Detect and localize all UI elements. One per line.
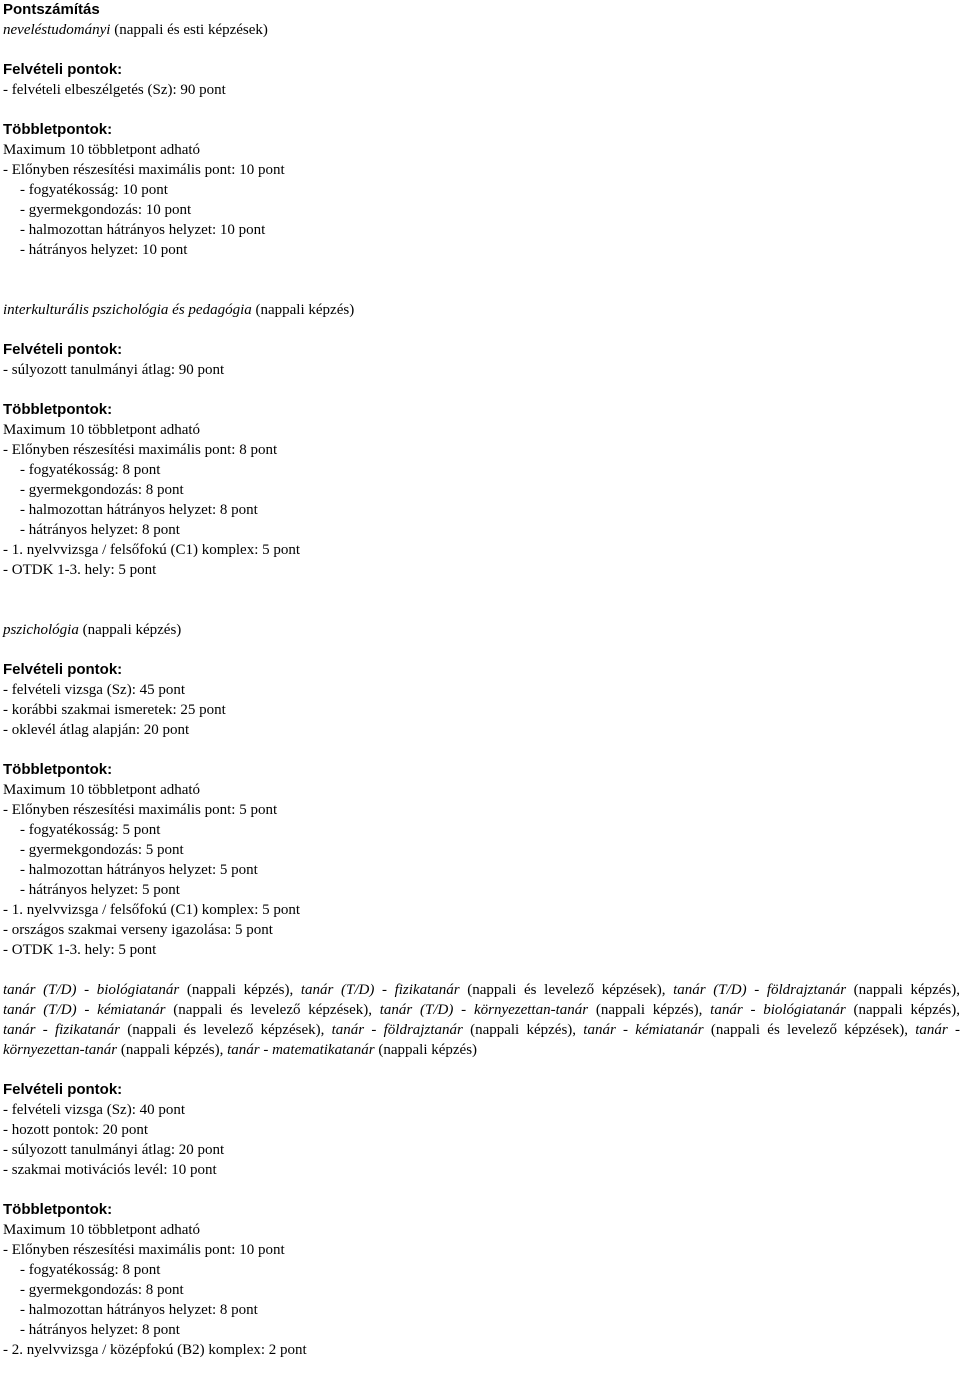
- section-4-program-mode: (nappali és levelező képzések),: [120, 1022, 332, 1038]
- section-1-bonus-item: - hátrányos helyzet: 10 pont: [20, 242, 188, 258]
- section-3-bonus-item: - fogyatékosság: 5 pont: [20, 822, 161, 838]
- section-4-program-name: tanár (T/D) - biológiatanár: [3, 982, 180, 998]
- section-4-program-name: tanár -: [915, 1022, 960, 1038]
- section-3-bonus-item: - gyermekgondozás: 5 pont: [20, 842, 184, 858]
- section-2-bonus-item: - fogyatékosság: 8 pont: [20, 462, 161, 478]
- section-1-program-name: neveléstudományi: [3, 22, 111, 38]
- section-4-program-mode: (nappali képzés),: [179, 982, 301, 998]
- section-3-admission-heading: Felvételi pontok:: [3, 661, 123, 678]
- section-4-admission-item: - szakmai motivációs levél: 10 pont: [3, 1162, 217, 1178]
- section-3-bonus-item: - Előnyben részesítési maximális pont: 5 pont: [3, 802, 278, 818]
- section-4-program-name: tanár (T/D) - földrajztanár: [673, 982, 847, 998]
- section-1-admission-item: - felvételi elbeszélgetés (Sz): 90 pont: [3, 82, 226, 98]
- section-2-program-name: interkulturális pszichológia és pedagógia: [3, 302, 252, 318]
- section-3-program-name: pszichológia: [3, 622, 79, 638]
- section-4-program-name: tanár - kémiatanár: [583, 1022, 704, 1038]
- section-4-bonus-item: - 2. nyelvvizsga / középfokú (B2) komplex: 2 pont: [3, 1342, 307, 1358]
- section-4-program-mode: (nappali képzés),: [846, 982, 960, 998]
- section-2-program-heading: [3, 300, 354, 320]
- section-2-bonus-max: Maximum 10 többletpont adható: [3, 422, 201, 438]
- section-2-program-mode: (nappali képzés): [251, 302, 355, 318]
- section-3-program-mode: (nappali képzés): [78, 622, 182, 638]
- section-4-bonus-item: - fogyatékosság: 8 pont: [20, 1262, 161, 1278]
- section-2-bonus-item: - Előnyben részesítési maximális pont: 8 pont: [3, 442, 278, 458]
- section-4-program-mode: (nappali és levelező képzések),: [165, 1002, 380, 1018]
- section-4-program-heading-line: [3, 980, 960, 1000]
- section-2-admission-heading: Felvételi pontok:: [3, 341, 123, 358]
- section-2-bonus-item: - gyermekgondozás: 8 pont: [20, 482, 184, 498]
- section-2-bonus-item: - OTDK 1-3. hely: 5 pont: [3, 562, 157, 578]
- section-4-bonus-item: - Előnyben részesítési maximális pont: 10 pont: [3, 1242, 285, 1258]
- section-4-program-name: tanár (T/D) - környezettan-tanár: [379, 1002, 589, 1018]
- section-3-bonus-item: - 1. nyelvvizsga / felsőfokú (C1) komplex: 5 pont: [3, 902, 301, 918]
- section-4-program-name: tanár (T/D) - kémiatanár: [3, 1002, 166, 1018]
- section-2-bonus-item: - halmozottan hátrányos helyzet: 8 pont: [20, 502, 258, 518]
- section-4-admission-item: - hozott pontok: 20 pont: [3, 1122, 148, 1138]
- section-3-admission-item: - korábbi szakmai ismeretek: 25 pont: [3, 702, 226, 718]
- section-4-program-name: tanár - biológiatanár: [710, 1002, 846, 1018]
- section-4-program-heading-line: [3, 1040, 960, 1060]
- section-4-admission-heading: Felvételi pontok:: [3, 1081, 123, 1098]
- section-4-program-name: tanár - földrajztanár: [331, 1022, 463, 1038]
- section-3-bonus-item: - hátrányos helyzet: 5 pont: [20, 882, 180, 898]
- section-3-admission-item: - oklevél átlag alapján: 20 pont: [3, 722, 190, 738]
- section-3-bonus-item: - halmozottan hátrányos helyzet: 5 pont: [20, 862, 258, 878]
- section-4-bonus-heading: Többletpontok:: [3, 1201, 113, 1218]
- section-4-program-mode: (nappali és levelező képzések),: [459, 982, 674, 998]
- section-4-admission-item: - felvételi vizsga (Sz): 40 pont: [3, 1102, 186, 1118]
- section-4-program-heading-line: [3, 1020, 960, 1040]
- section-4-program-name: tanár - matematikatanár: [227, 1042, 375, 1058]
- section-3-bonus-heading: Többletpontok:: [3, 761, 113, 778]
- page-title: Pontszámítás: [3, 1, 100, 18]
- section-3-bonus-max: Maximum 10 többletpont adható: [3, 782, 201, 798]
- section-4-bonus-item: - gyermekgondozás: 8 pont: [20, 1282, 184, 1298]
- section-4-program-mode: (nappali képzés),: [588, 1002, 711, 1018]
- section-4-bonus-item: - halmozottan hátrányos helyzet: 8 pont: [20, 1302, 258, 1318]
- section-3-admission-item: - felvételi vizsga (Sz): 45 pont: [3, 682, 186, 698]
- section-2-bonus-item: - hátrányos helyzet: 8 pont: [20, 522, 180, 538]
- section-4-program-mode: (nappali képzés),: [845, 1002, 960, 1018]
- section-2-bonus-heading: Többletpontok:: [3, 401, 113, 418]
- section-1-program-heading: [3, 20, 268, 40]
- section-1-bonus-heading: Többletpontok:: [3, 121, 113, 138]
- section-4-admission-item: - súlyozott tanulmányi átlag: 20 pont: [3, 1142, 225, 1158]
- section-1-program-mode: (nappali és esti képzések): [110, 22, 268, 38]
- section-4-bonus-max: Maximum 10 többletpont adható: [3, 1222, 201, 1238]
- section-3-bonus-item: - országos szakmai verseny igazolása: 5 pont: [3, 922, 273, 938]
- section-1-bonus-max: Maximum 10 többletpont adható: [3, 142, 201, 158]
- section-1-bonus-item: - fogyatékosság: 10 pont: [20, 182, 168, 198]
- section-4-program-heading-line: [3, 1000, 960, 1020]
- section-2-admission-item: - súlyozott tanulmányi átlag: 90 pont: [3, 362, 225, 378]
- section-1-admission-heading: Felvételi pontok:: [3, 61, 123, 78]
- section-2-bonus-item: - 1. nyelvvizsga / felsőfokú (C1) komplex: 5 pont: [3, 542, 301, 558]
- section-1-bonus-item: - halmozottan hátrányos helyzet: 10 pont: [20, 222, 266, 238]
- section-4-program-mode: (nappali képzés): [374, 1042, 478, 1058]
- section-4-program-heading: [3, 980, 960, 1060]
- section-4-program-mode: (nappali képzés),: [462, 1022, 584, 1038]
- section-1-bonus-item: - gyermekgondozás: 10 pont: [20, 202, 192, 218]
- section-4-bonus-item: - hátrányos helyzet: 8 pont: [20, 1322, 180, 1338]
- section-4-program-mode: (nappali képzés),: [117, 1042, 228, 1058]
- section-4-program-name: tanár (T/D) - fizikatanár: [300, 982, 460, 998]
- section-4-program-name: környezettan-tanár: [3, 1042, 118, 1058]
- section-4-program-name: tanár - fizikatanár: [3, 1022, 121, 1038]
- section-1-bonus-item: - Előnyben részesítési maximális pont: 10 pont: [3, 162, 285, 178]
- section-3-bonus-item: - OTDK 1-3. hely: 5 pont: [3, 942, 157, 958]
- section-4-program-mode: (nappali és levelező képzések),: [703, 1022, 916, 1038]
- section-3-program-heading: [3, 620, 181, 640]
